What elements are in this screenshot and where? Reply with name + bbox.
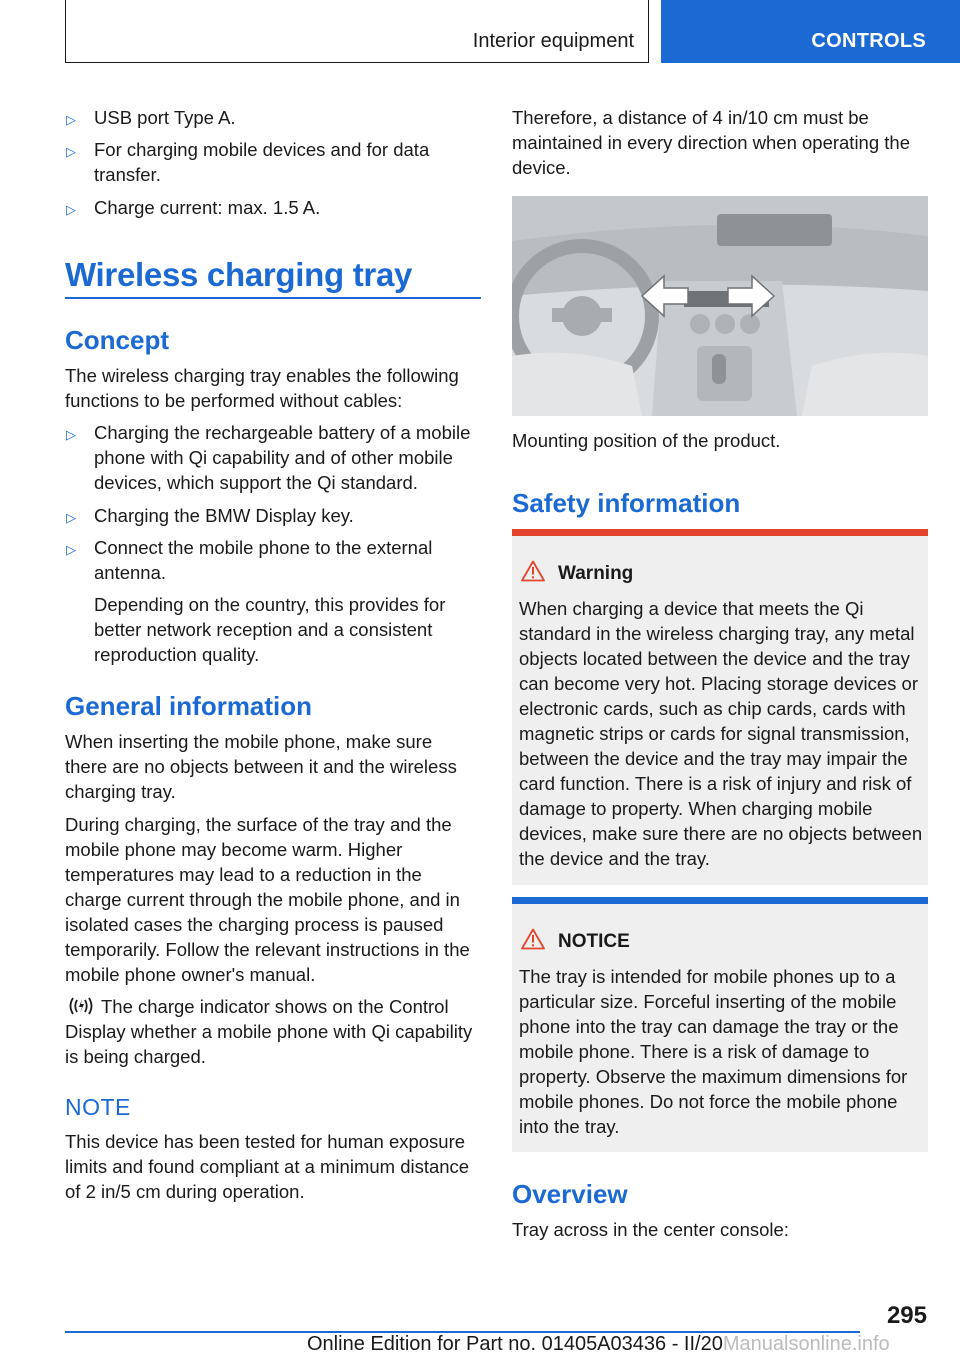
triangle-bullet-icon: ▷ xyxy=(66,542,76,557)
header-section-title: Interior equipment xyxy=(472,30,634,52)
overview-text: Tray across in the center console: xyxy=(512,1219,789,1240)
warning-text: When charging a device that meets the Qi standard in the wireless charging tray, any metal objects located between the device and the tray can become very hot. Placing storage devices or electronic cards, such as chip cards, cards with magnetic strips or cards for signal transmission, between the device and the tray may impair the card function. There is a risk of injury and risk of damage to property. When charging mobile devices, make sure there are no objects between the device and the tray. xyxy=(519,598,923,869)
page-number: 295 xyxy=(886,1302,927,1329)
notice-title: NOTICE xyxy=(558,931,630,952)
console-illustration xyxy=(512,196,928,416)
triangle-bullet-icon: ▷ xyxy=(66,510,76,525)
section-title-rule xyxy=(65,297,481,299)
list-item: ▷ USB port Type A. xyxy=(65,105,481,130)
header-chapter-tab xyxy=(661,0,960,63)
list-item: ▷ Charge current: max. 1.5 A. xyxy=(65,195,481,220)
overview-heading: Overview xyxy=(512,1179,628,1209)
triangle-bullet-icon: ▷ xyxy=(66,427,76,442)
triangle-bullet-icon: ▷ xyxy=(66,112,76,127)
note-text: This device has been tested for human exposure limits and found compliant at a minimum distance of 2 in/5 cm during operation. xyxy=(65,1131,470,1202)
safety-heading: Safety information xyxy=(512,488,741,518)
header-chapter-label: CONTROLS xyxy=(811,30,926,52)
general-paragraph-3: The charge indicator shows on the Control Display whether a mobile phone with Qi capability is being charged. xyxy=(65,996,473,1067)
footer-edition-line xyxy=(307,1333,890,1356)
notice-text: The tray is intended for mobile phones up to a particular size. Forceful inserting of the mobile phone into the tray can damage the tray or the mobile phone. There is a risk of damage to property. Observe the maximum dimensions for mobile phones. Do not force the mobile phone into the tray. xyxy=(519,966,908,1137)
footer-edition: Online Edition for Part no. 01405A03436 - II/20 xyxy=(307,1333,723,1355)
concept-heading: Concept xyxy=(65,325,169,355)
concept-intro: The wireless charging tray enables the following functions to be performed without cables: xyxy=(65,365,459,411)
note-heading: NOTE xyxy=(65,1094,131,1120)
distance-paragraph: Therefore, a distance of 4 in/10 cm must be maintained in every direction when operating the device. xyxy=(512,107,910,178)
general-paragraph-2: During charging, the surface of the tray and the mobile phone may become warm. Higher temperatures may lead to a reduction in the charge current through the mobile phone, and in isolated cases the charging process is paused temporarily. Follow the relevant instructions in the mobile phone owner's manual. xyxy=(65,814,470,985)
notice-callout xyxy=(512,897,928,1152)
list-item: ▷ Connect the mobile phone to the external antenna. xyxy=(66,537,433,583)
section-title: Wireless charging tray xyxy=(65,256,413,293)
list-item: ▷ Charging the rechargeable battery of a mobile phone with Qi capability and of other mobile devices, which support the Qi standard. xyxy=(66,422,471,493)
list-item: ▷ For charging mobile devices and for data transfer. xyxy=(66,139,430,185)
bullet-followup: Depending on the country, this provides for better network reception and a consistent reproduction quality. xyxy=(94,594,446,665)
general-heading: General information xyxy=(65,691,313,721)
warning-triangle-icon xyxy=(521,928,545,950)
triangle-bullet-icon: ▷ xyxy=(66,202,76,217)
image-caption: Mounting position of the product. xyxy=(512,430,781,451)
warning-title: Warning xyxy=(558,563,634,584)
general-paragraph-1: When inserting the mobile phone, make sure there are no objects between it and the wireless charging tray. xyxy=(65,731,457,802)
triangle-bullet-icon: ▷ xyxy=(66,144,76,159)
footer-watermark: Manualsonline.info xyxy=(722,1333,890,1355)
list-item: ▷ Charging the BMW Display key. xyxy=(65,503,481,528)
warning-triangle-icon xyxy=(521,560,545,582)
warning-callout xyxy=(512,529,928,885)
header-section-box xyxy=(65,0,649,63)
